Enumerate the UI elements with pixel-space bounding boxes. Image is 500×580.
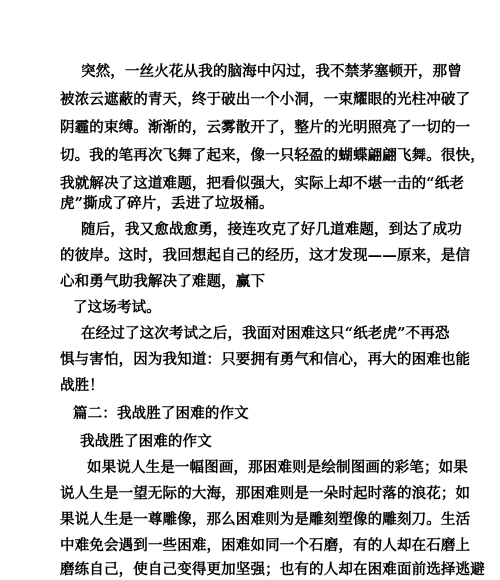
p4-line-2: 说人生是一望无际的大海，那困难则是一朵时起时落的浪花；如 <box>60 485 471 502</box>
p2-line-4: 了这场考试。 <box>73 299 161 316</box>
p3-line-2: 惧与害怕，因为我知道：只要拥有勇气和信心，再大的困难也能 <box>60 351 471 368</box>
p1-line-6: 虎”撕成了碎片，丢进了垃圾桶。 <box>60 195 274 212</box>
p1-line-3: 阴霾的束缚。渐渐的，云雾散开了，整片的光明照亮了一切的一 <box>60 119 471 136</box>
p1-line-5: 我就解决了这道难题，把看似强大，实际上却不堪一击的“纸老 <box>60 175 465 192</box>
p2-line-1: 随后，我又愈战愈勇，接连攻克了好几道难题，到达了成功 <box>81 221 462 238</box>
p4-line-1: 如果说人生是一幅图画，那困难则是绘制图画的彩笔；如果 <box>87 459 468 476</box>
p1-line-4: 切。我的笔再次飞舞了起来，像一只轻盈的蝴蝶翩翩飞舞。很快， <box>60 147 485 164</box>
p1-line-1: 突然，一丝火花从我的脑海中闪过，我不禁茅塞顿开，那曾 <box>81 63 462 80</box>
essay-title: 我战胜了困难的作文 <box>80 433 212 450</box>
p2-line-2: 的彼岸。这时，我回想起自己的经历，这才发现——原来，是信 <box>60 247 471 264</box>
p3-line-3: 战胜！ <box>60 377 104 394</box>
p4-line-4: 中难免会遇到一些困难，困难如同一个石磨，有的人却在石磨上 <box>60 537 471 554</box>
p2-line-3: 心和勇气助我解决了难题，赢下 <box>60 273 266 290</box>
section-heading: 篇二：我战胜了困难的作文 <box>73 405 249 422</box>
p1-line-2: 被浓云遮蔽的青天，终于破出一个小洞，一束耀眼的光柱冲破了 <box>60 91 471 108</box>
p3-line-1: 在经过了这次考试之后，我面对困难这只“纸老虎”不再恐 <box>81 325 450 342</box>
p4-line-5: 磨练自己，使自己变得更加坚强；也有的人却在困难面前选择逃避 <box>60 561 485 578</box>
p4-line-3: 果说人生是一尊雕像，那么困难则为是雕刻塑像的雕刻刀。生活 <box>60 511 471 528</box>
